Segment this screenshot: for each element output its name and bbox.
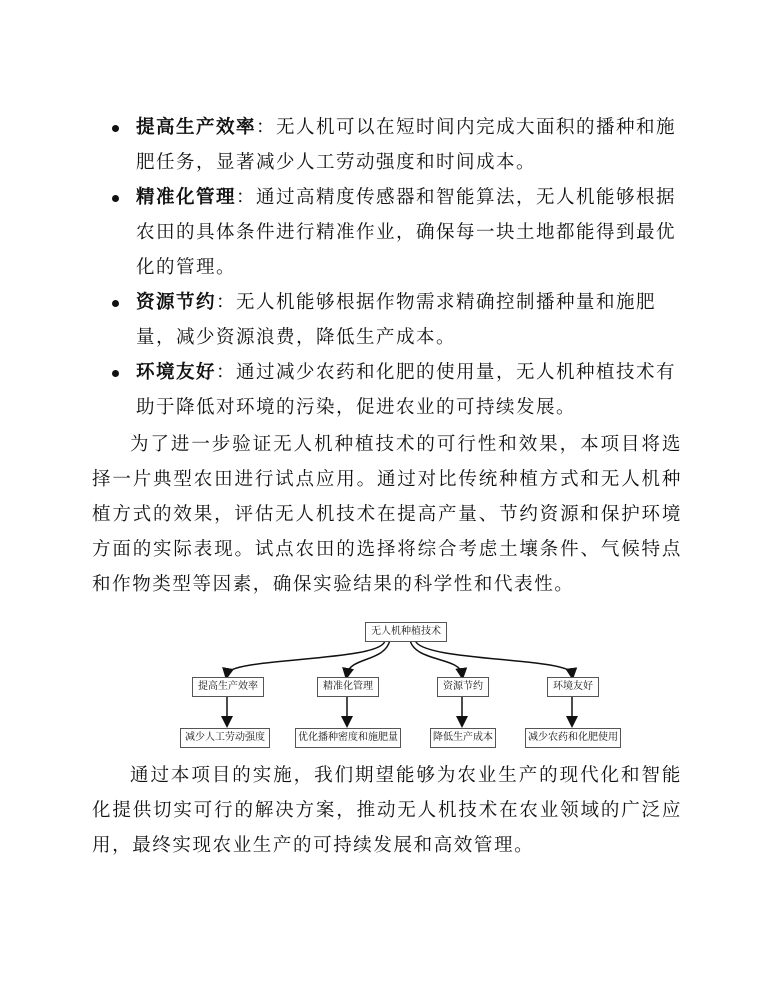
bullet-text: ：无人机能够根据作物需求精确控制播种量和施肥量，减少资源浪费，降低生产成本。	[136, 292, 657, 348]
paragraph-pilot: 为了进一步验证无人机种植技术的可行性和效果，本项目将选择一片典型农田进行试点应用。通过对比传统种植方式和无人机种植方式的效果，评估无人机技术在提高产量、节约资源和保护环境方面的实际表现。试点农田的选择将综合考虑土壤条件、气候特点和作物类型等因素，确保实验结果的科学性和代表性。	[92, 434, 682, 595]
connector-root-precision	[347, 640, 390, 674]
bullet-text: ：通过高精度传感器和智能算法，无人机能够根据农田的具体条件进行精准作业，确保每一块土地都能得到最优化的管理。	[136, 187, 677, 278]
diagram-branch-node: 精准化管理	[317, 677, 379, 697]
connector-root-efficiency	[227, 640, 385, 674]
bullet-term: 精准化管理	[136, 187, 237, 208]
bullet-dot-icon	[112, 125, 119, 132]
diagram-branch-node: 提高生产效率	[192, 677, 264, 697]
bullet-term: 提高生产效率	[136, 117, 257, 138]
diagram-leaf-node: 优化播种密度和施肥量	[295, 728, 401, 748]
bullet-term: 环境友好	[136, 362, 217, 383]
bullet-term: 资源节约	[136, 292, 217, 313]
diagram-branch-node: 资源节约	[437, 677, 489, 697]
bullet-dot-icon	[112, 300, 119, 307]
paragraph-conclusion: 通过本项目的实施，我们期望能够为农业生产的现代化和智能化提供切实可行的解决方案，推动无人机技术在农业领域的广泛应用，最终实现农业生产的可持续发展和高效管理。	[92, 765, 682, 856]
connector-root-environment	[415, 640, 572, 674]
bullet-item-environment	[112, 355, 682, 425]
feature-bullet-list	[112, 110, 682, 425]
diagram-root-node: 无人机种植技术	[365, 622, 447, 642]
diagram-leaf-node: 减少农药和化肥使用	[525, 728, 621, 748]
bullet-item-resource	[112, 285, 682, 355]
bullet-item-efficiency	[112, 110, 682, 180]
bullet-dot-icon	[112, 370, 119, 377]
diagram-leaf-node: 降低生产成本	[430, 728, 496, 748]
bullet-item-precision	[112, 180, 682, 285]
diagram-leaf-node: 减少人工劳动强度	[180, 728, 270, 748]
bullet-text: ：通过减少农药和化肥的使用量，无人机种植技术有助于降低对环境的污染，促进农业的可持续发展。	[136, 362, 677, 418]
diagram-branch-node: 环境友好	[547, 677, 599, 697]
bullet-dot-icon	[112, 195, 119, 202]
tech-tree-diagram	[175, 622, 625, 752]
connector-root-resource	[410, 640, 462, 674]
bullet-text: ：无人机可以在短时间内完成大面积的播种和施肥任务，显著减少人工劳动强度和时间成本。	[136, 117, 677, 173]
